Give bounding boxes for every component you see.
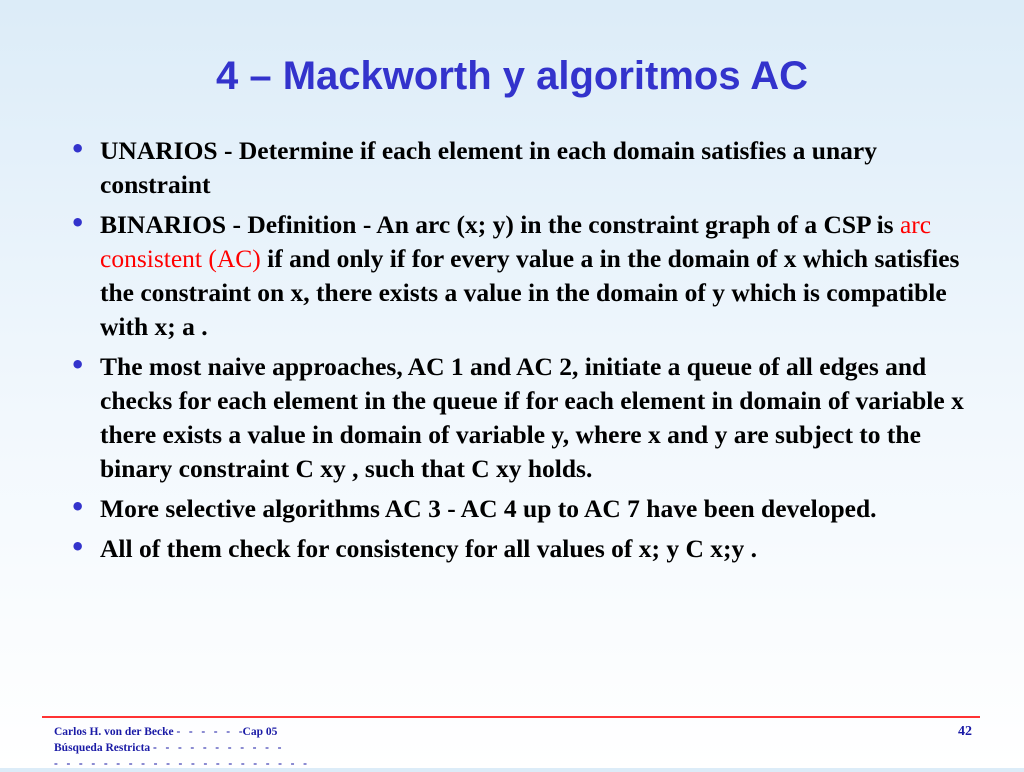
bullet-list <box>70 134 970 572</box>
page-number: 42 <box>958 724 972 739</box>
bullet-item-selective-algorithms <box>70 492 970 526</box>
footer-topic-line: Búsqueda Restricta - - - - - - - - - - - <box>54 742 282 754</box>
bullet-icon: • <box>70 135 86 163</box>
footer-credits <box>54 724 307 772</box>
bullet-item-unarios <box>70 134 970 202</box>
footer-dash-line: - - - - - - - - - - - - - - - - - - - - - <box>54 758 307 770</box>
footer-divider <box>42 716 980 718</box>
bullet-text: UNARIOS - Determine if each element in each domain satisfies a unary constraint <box>100 136 877 199</box>
bullet-item-binarios <box>70 208 970 344</box>
bullet-text: The most naive approaches, AC 1 and AC 2, initiate a queue of all edges and checks for each element in the queue if for each element in domain of variable x there exists a value in domain of variable y, where x and y are subject to the binary constraint C xy , such that C xy holds. <box>100 352 964 483</box>
bullet-text-continued: if and only if for every value a in the domain of x which satisfies the constraint on x, there exists a value in the domain of y which is compatible with x; a . <box>100 244 960 341</box>
bullet-text: BINARIOS - Definition - An arc (x; y) in the constraint graph of a CSP is <box>100 210 900 239</box>
bullet-text: All of them check for consistency for all values of x; y C x;y . <box>100 534 758 563</box>
arc-consistent-highlight: arc consistent (AC) <box>100 210 932 273</box>
bullet-text: More selective algorithms AC 3 - AC 4 up to AC 7 have been developed. <box>100 494 877 523</box>
bullet-item-consistency-check <box>70 532 970 566</box>
slide-title: 4 – Mackworth y algoritmos AC <box>216 54 808 98</box>
bullet-icon: • <box>70 493 86 521</box>
bullet-icon: • <box>70 351 86 379</box>
bullet-icon: • <box>70 533 86 561</box>
footer-author-line: Carlos H. von der Becke - - - - - -Cap 05 <box>54 726 278 738</box>
bullet-icon: • <box>70 209 86 237</box>
bullet-item-naive-approaches <box>70 350 970 486</box>
